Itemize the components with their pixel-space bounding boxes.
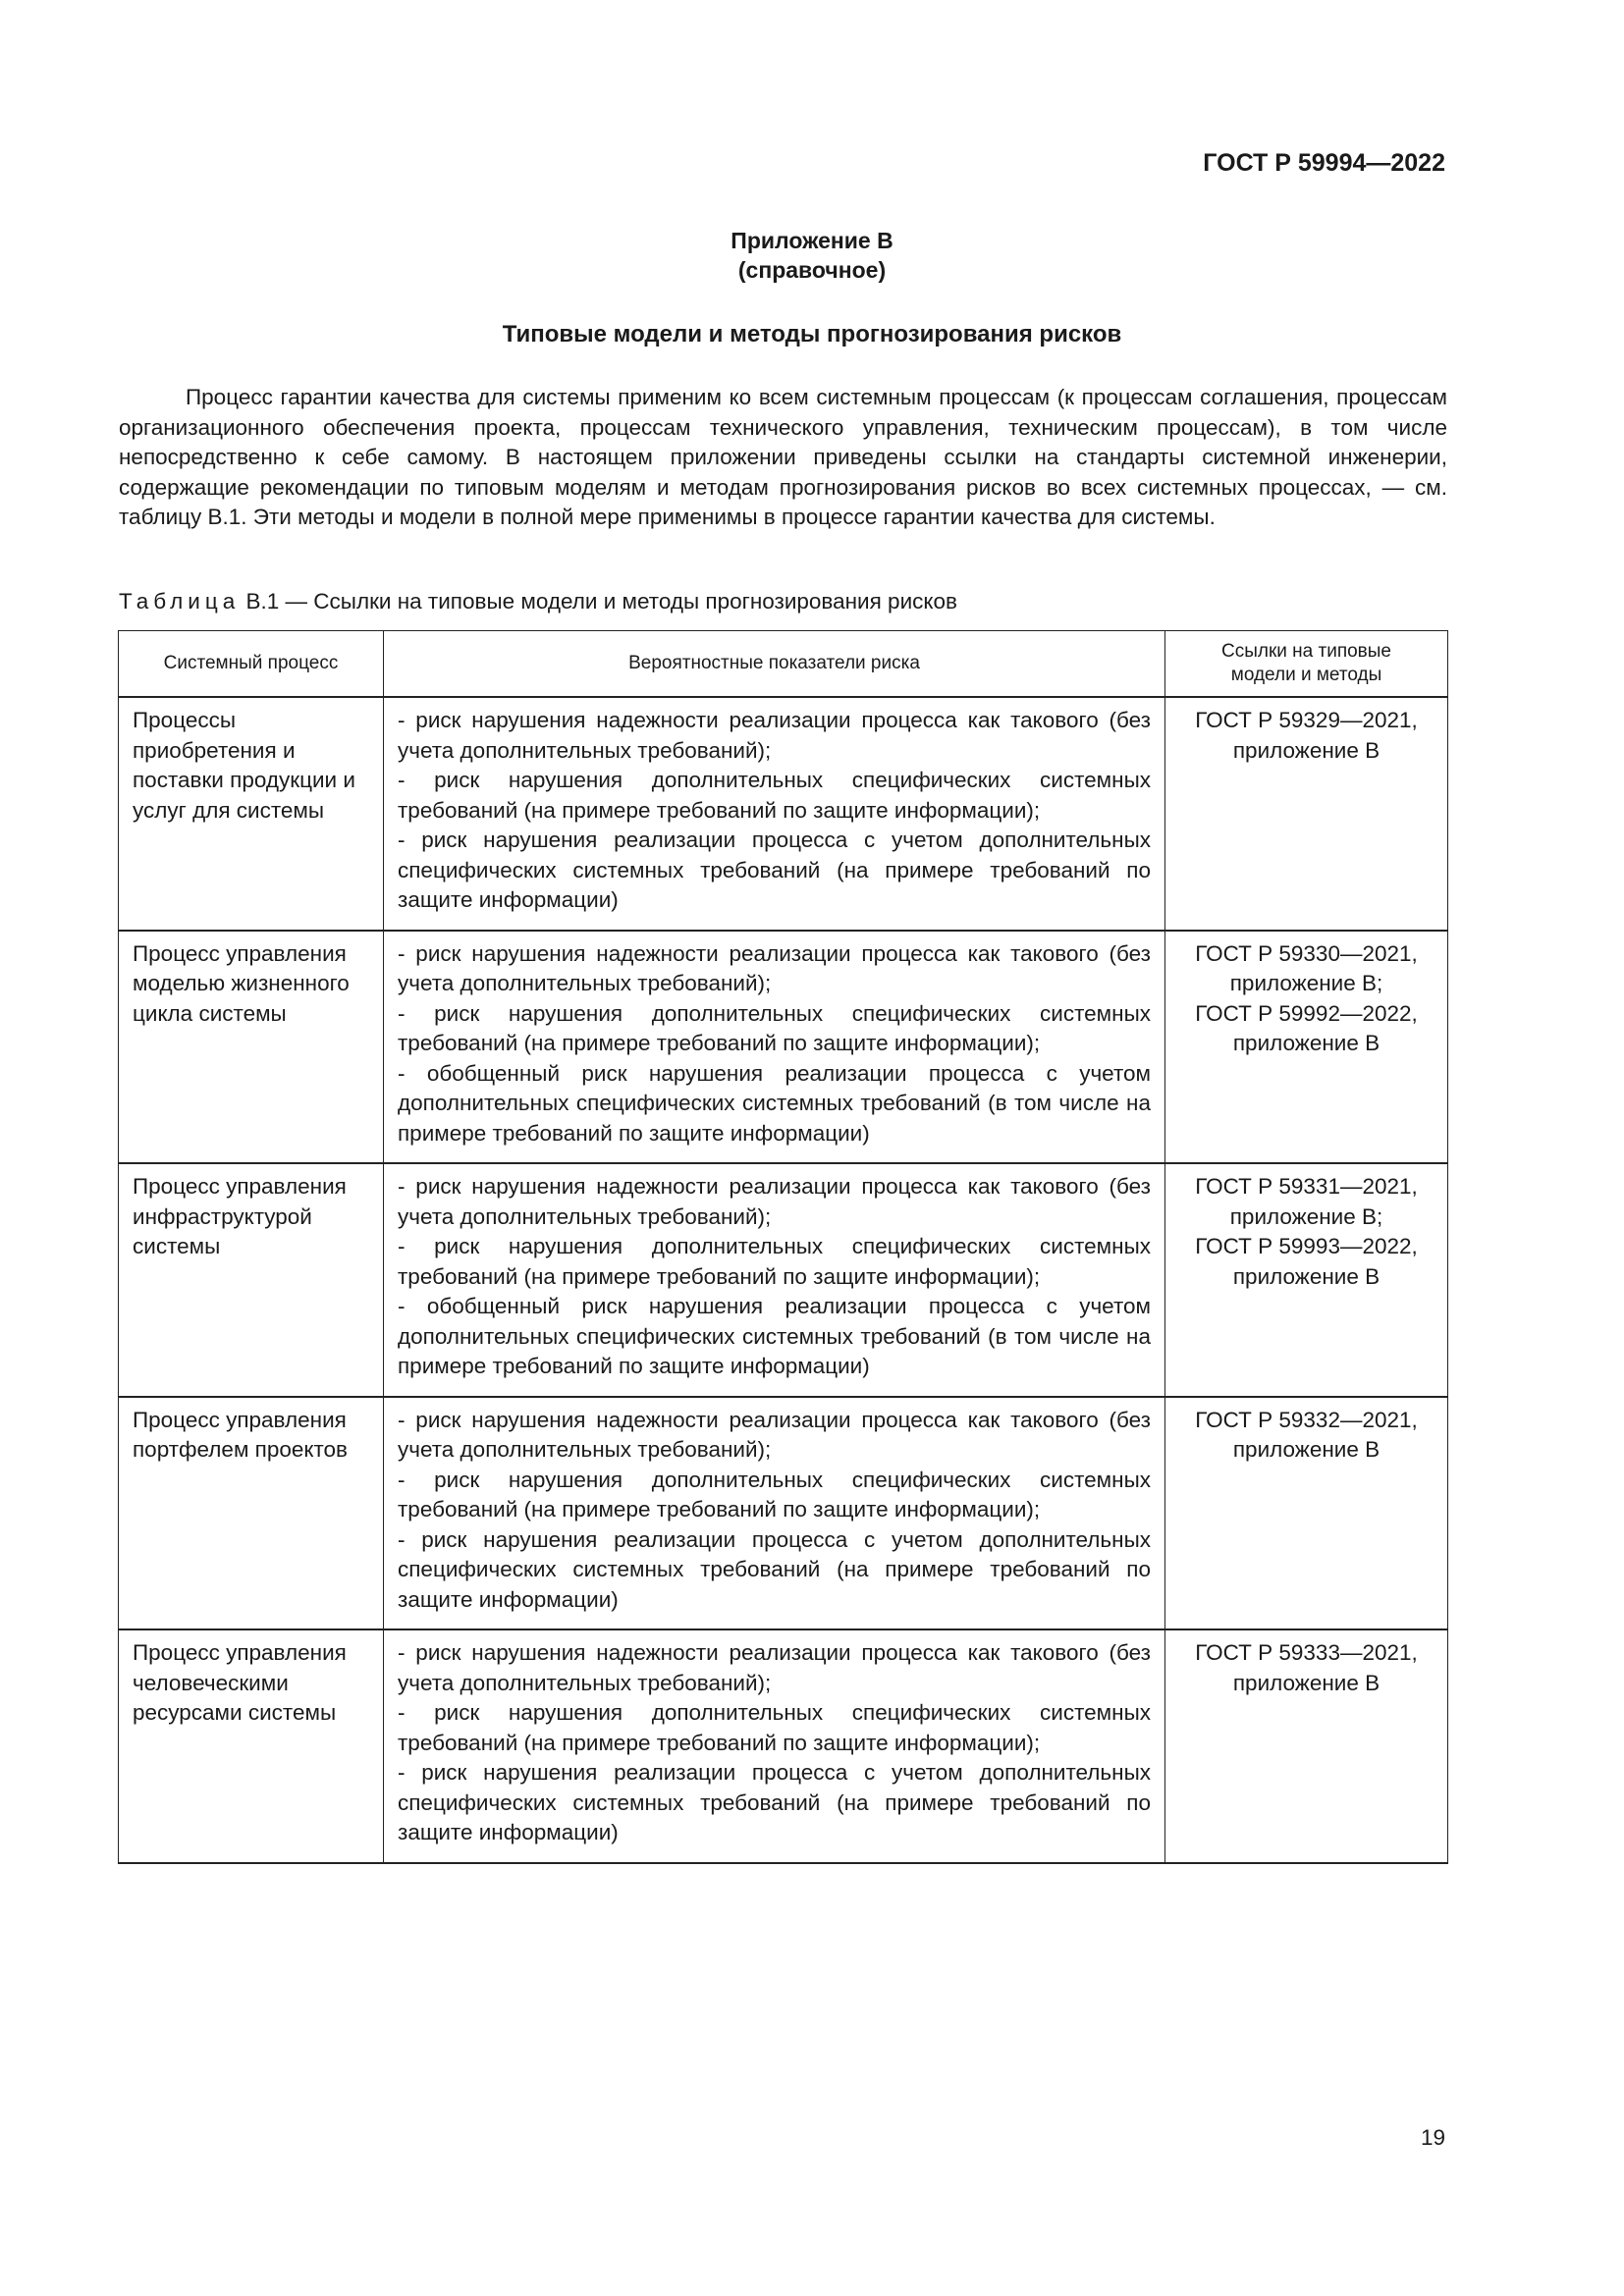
header-refs-line: модели и методы: [1230, 665, 1382, 685]
table-row: [119, 1397, 1448, 1630]
risk-item: - риск нарушения дополнительных специфических системных требований (на примере требований по защите информации);: [398, 768, 1151, 823]
document-code: ГОСТ Р 59994—2022: [1203, 149, 1445, 177]
refs-cell: [1165, 1163, 1448, 1397]
ref-line: приложение В: [1232, 1031, 1380, 1055]
risk-item: - обобщенный риск нарушения реализации процесса с учетом дополнительных специфических системных требований (в том числе на примере требований по защите информации): [398, 1294, 1151, 1378]
header-refs: [1165, 631, 1448, 698]
risk-item: - риск нарушения надежности реализации процесса как такового (без учета дополнительных требований);: [398, 708, 1151, 763]
process-cell: Процесс управления человеческими ресурсами системы: [119, 1629, 384, 1863]
ref-line: приложение В: [1232, 1670, 1380, 1695]
table-row: [119, 1163, 1448, 1397]
table-caption-label: Таблица: [119, 589, 241, 614]
risks-cell: [384, 1163, 1165, 1397]
risk-item: - риск нарушения реализации процесса с учетом дополнительных специфических системных требований (на примере требований по защите информации): [398, 828, 1151, 912]
risk-item: - риск нарушения надежности реализации процесса как такового (без учета дополнительных требований);: [398, 1640, 1151, 1695]
appendix-subtitle: (справочное): [737, 257, 887, 283]
ref-line: ГОСТ Р 59331—2021,: [1195, 1174, 1418, 1199]
ref-line: приложение В: [1232, 1263, 1380, 1289]
risk-item: - обобщенный риск нарушения реализации процесса с учетом дополнительных специфических системных требований (в том числе на примере требований по защите информации): [398, 1060, 1151, 1146]
risk-item: - риск нарушения надежности реализации процесса как такового (без учета дополнительных требований);: [398, 940, 1151, 995]
table-header-row: [119, 631, 1448, 698]
process-cell: Процесс управления моделью жизненного цикла системы: [119, 931, 384, 1164]
refs-cell: [1165, 1629, 1448, 1863]
refs-cell: [1165, 697, 1448, 931]
ref-line: приложение В;: [1229, 971, 1383, 995]
ref-line: ГОСТ Р 59332—2021,: [1195, 1407, 1418, 1432]
refs-cell: [1165, 1397, 1448, 1630]
risk-item: - риск нарушения надежности реализации процесса как такового (без учета дополнительных требований);: [398, 1174, 1151, 1229]
process-cell: Процесс управления портфелем проектов: [119, 1397, 384, 1630]
risks-cell: [384, 1397, 1165, 1630]
process-cell: Процессы приобретения и поставки продукции и услуг для системы: [119, 697, 384, 931]
ref-line: ГОСТ Р 59992—2022,: [1195, 1000, 1418, 1026]
ref-line: приложение В: [1232, 737, 1380, 763]
ref-line: ГОСТ Р 59329—2021,: [1195, 708, 1418, 732]
risks-cell: [384, 697, 1165, 931]
header-risks: Вероятностные показатели риска: [384, 631, 1165, 698]
page-number: 19: [1420, 2125, 1445, 2150]
risk-item: - риск нарушения реализации процесса с учетом дополнительных специфических системных требований (на примере требований по защите информации): [398, 1526, 1151, 1612]
table-caption: [119, 589, 957, 614]
table-row: [119, 1629, 1448, 1863]
appendix-title: Приложение В: [731, 228, 893, 253]
table-row: [119, 931, 1448, 1164]
appendix-heading: [0, 226, 1624, 285]
refs-cell: [1165, 931, 1448, 1164]
ref-line: ГОСТ Р 59333—2021,: [1195, 1640, 1418, 1665]
header-process: Системный процесс: [119, 631, 384, 698]
risks-cell: [384, 931, 1165, 1164]
risks-cell: [384, 1629, 1165, 1863]
risk-item: - риск нарушения реализации процесса с учетом дополнительных специфических системных требований (на примере требований по защите информации): [398, 1760, 1151, 1844]
table-caption-text: В.1 — Ссылки на типовые модели и методы прогнозирования рисков: [245, 589, 957, 614]
ref-line: приложение В: [1232, 1437, 1380, 1462]
risk-item: - риск нарушения дополнительных специфических системных требований (на примере требований по защите информации);: [398, 1234, 1151, 1289]
risk-item: - риск нарушения дополнительных специфических системных требований (на примере требований по защите информации);: [398, 1467, 1151, 1522]
risk-item: - риск нарушения надежности реализации процесса как такового (без учета дополнительных требований);: [398, 1407, 1151, 1462]
process-cell: Процесс управления инфраструктурой системы: [119, 1163, 384, 1397]
section-title: Типовые модели и методы прогнозирования рисков: [502, 321, 1122, 347]
ref-line: ГОСТ Р 59330—2021,: [1195, 940, 1418, 966]
table-row: [119, 697, 1448, 931]
header-refs-line: Ссылки на типовые: [1221, 641, 1391, 662]
ref-line: приложение В;: [1229, 1203, 1383, 1229]
risk-item: - риск нарушения дополнительных специфических системных требований (на примере требований по защите информации);: [398, 1700, 1151, 1755]
risk-reference-table: [118, 630, 1448, 1864]
risk-item: - риск нарушения дополнительных специфических системных требований (на примере требований по защите информации);: [398, 1000, 1151, 1055]
ref-line: ГОСТ Р 59993—2022,: [1195, 1234, 1418, 1258]
intro-paragraph: Процесс гарантии качества для системы применим ко всем системным процессам (к процессам соглашения, процессам организационного обеспечения проекта, процессам технического управления, техническим процессам), в том числе непосредственно к себе самому. В настоящем приложении приведены ссылки на стандарты системной инженерии, содержащие рекомендации по типовым моделям и методам прогнозирования рисков во всех системных процессах, — см. таблицу В.1. Эти методы и модели в полной мере применимы в процессе гарантии качества для системы.: [119, 385, 1447, 529]
